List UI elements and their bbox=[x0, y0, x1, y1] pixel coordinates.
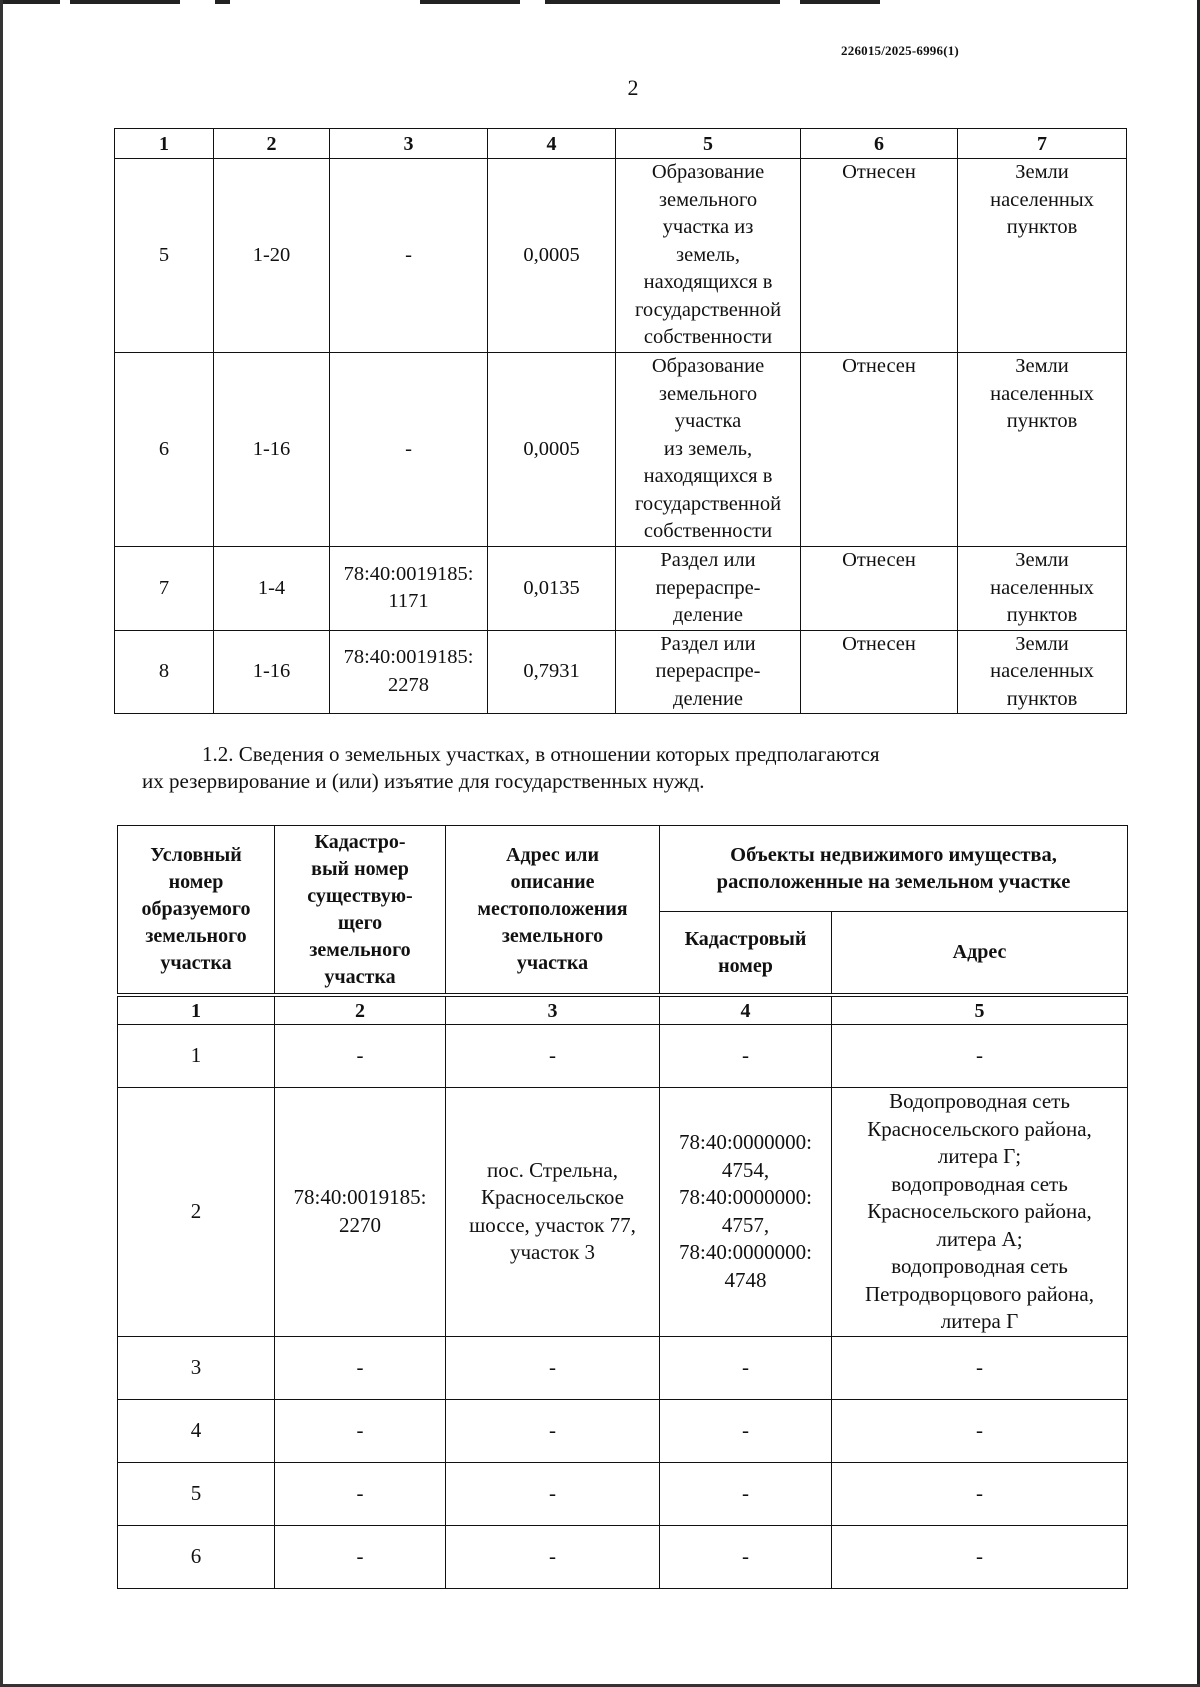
cell-cadastral: 78:40:0019185: 2270 bbox=[275, 1088, 446, 1337]
cell-points: 1-16 bbox=[214, 353, 330, 547]
table-row bbox=[115, 547, 1127, 631]
land-plots-table bbox=[114, 128, 1127, 714]
table-row bbox=[118, 1336, 1128, 1399]
column-header: 7 bbox=[958, 129, 1127, 159]
column-number: 5 bbox=[832, 997, 1128, 1025]
cell-cadastral: - bbox=[275, 1336, 446, 1399]
cell-status: Отнесен bbox=[801, 159, 958, 353]
paragraph-line-2: их резервирование и (или) изъятие для государственных нужд. bbox=[142, 769, 705, 793]
cell-method: Образование земельного участка из земель, находящихся в государственной собственности bbox=[616, 159, 801, 353]
cell-area: 0,7931 bbox=[488, 630, 616, 714]
cell-number: 6 bbox=[118, 1525, 275, 1588]
header-object-cadastral-number: Кадастровый номер bbox=[660, 912, 832, 994]
cell-object-cadastral: 78:40:0000000: 4754, 78:40:0000000: 4757, 78:40:0000000: 4748 bbox=[660, 1088, 832, 1337]
cell-object-cadastral: - bbox=[660, 1336, 832, 1399]
table-row bbox=[115, 159, 1127, 353]
column-header: 6 bbox=[801, 129, 958, 159]
cell-category: Земли населенных пунктов bbox=[958, 630, 1127, 714]
cell-object-address: - bbox=[832, 1399, 1128, 1462]
cell-cadastral: - bbox=[275, 1525, 446, 1588]
cell-object-cadastral: - bbox=[660, 1525, 832, 1588]
column-number: 2 bbox=[275, 997, 446, 1025]
cell-address: пос. Стрельна, Красносельское шоссе, участок 77, участок 3 bbox=[446, 1088, 660, 1337]
cell-area: 0,0135 bbox=[488, 547, 616, 631]
cell-address: - bbox=[446, 1025, 660, 1088]
header-cadastral-number: Кадастро- вый номер существую- щего земельного участка bbox=[275, 826, 446, 994]
cell-cadastral: - bbox=[330, 159, 488, 353]
cell-number: 5 bbox=[115, 159, 214, 353]
scan-edge-left bbox=[0, 0, 3, 1687]
table-header-row bbox=[118, 826, 1128, 912]
cell-cadastral: 78:40:0019185: 1171 bbox=[330, 547, 488, 631]
page-number: 2 bbox=[627, 75, 639, 100]
column-header: 2 bbox=[214, 129, 330, 159]
table-row bbox=[115, 353, 1127, 547]
cell-object-cadastral: - bbox=[660, 1025, 832, 1088]
header-real-estate-objects: Объекты недвижимого имущества, расположенные на земельном участке bbox=[660, 826, 1128, 912]
header-object-address: Адрес bbox=[832, 912, 1128, 994]
table-row bbox=[118, 1399, 1128, 1462]
table-row bbox=[118, 1525, 1128, 1588]
column-header: 1 bbox=[115, 129, 214, 159]
cell-object-cadastral: - bbox=[660, 1399, 832, 1462]
cell-cadastral: - bbox=[275, 1399, 446, 1462]
table-row bbox=[118, 1025, 1128, 1088]
cell-object-cadastral: - bbox=[660, 1462, 832, 1525]
cell-number: 7 bbox=[115, 547, 214, 631]
cell-category: Земли населенных пунктов bbox=[958, 353, 1127, 547]
section-paragraph-cont bbox=[142, 768, 1127, 795]
cell-number: 2 bbox=[118, 1088, 275, 1337]
cell-number: 3 bbox=[118, 1336, 275, 1399]
cell-address: - bbox=[446, 1399, 660, 1462]
table-row bbox=[118, 1088, 1128, 1337]
cell-number: 6 bbox=[115, 353, 214, 547]
cell-method: Раздел или перераспре- деление bbox=[616, 547, 801, 631]
cell-cadastral: - bbox=[275, 1025, 446, 1088]
cell-status: Отнесен bbox=[801, 630, 958, 714]
column-number: 4 bbox=[660, 997, 832, 1025]
paragraph-line-1: 1.2. Сведения о земельных участках, в отношении которых предполагаются bbox=[202, 742, 880, 766]
column-header: 4 bbox=[488, 129, 616, 159]
cell-cadastral: - bbox=[330, 353, 488, 547]
cell-cadastral: 78:40:0019185: 2278 bbox=[330, 630, 488, 714]
column-number: 1 bbox=[118, 997, 275, 1025]
cell-points: 1-20 bbox=[214, 159, 330, 353]
cell-number: 5 bbox=[118, 1462, 275, 1525]
cell-object-address: Водопроводная сеть Красносельского района, литера Г; водопроводная сеть Красносельского района, литера А; водопроводная сеть Петродворцового района, литера Г bbox=[832, 1088, 1128, 1337]
cell-cadastral: - bbox=[275, 1462, 446, 1525]
header-conditional-number: Условный номер образуемого земельного участка bbox=[118, 826, 275, 994]
cell-object-address: - bbox=[832, 1525, 1128, 1588]
cell-number: 4 bbox=[118, 1399, 275, 1462]
cell-object-address: - bbox=[832, 1336, 1128, 1399]
cell-method: Образование земельного участка из земель, находящихся в государственной собственности bbox=[616, 353, 801, 547]
cell-points: 1-16 bbox=[214, 630, 330, 714]
cell-area: 0,0005 bbox=[488, 159, 616, 353]
cell-method: Раздел или перераспре- деление bbox=[616, 630, 801, 714]
cell-object-address: - bbox=[832, 1462, 1128, 1525]
cell-status: Отнесен bbox=[801, 547, 958, 631]
cell-object-address: - bbox=[832, 1025, 1128, 1088]
cell-address: - bbox=[446, 1336, 660, 1399]
column-header: 5 bbox=[616, 129, 801, 159]
column-numbers-row bbox=[118, 997, 1128, 1025]
section-paragraph bbox=[142, 741, 1127, 768]
cell-number: 8 bbox=[115, 630, 214, 714]
table-header-row bbox=[115, 129, 1127, 159]
header-address: Адрес или описание местоположения земельного участка bbox=[446, 826, 660, 994]
table-row bbox=[118, 1462, 1128, 1525]
cell-points: 1-4 bbox=[214, 547, 330, 631]
cell-status: Отнесен bbox=[801, 353, 958, 547]
scan-edge-top bbox=[0, 0, 1200, 4]
reservation-table bbox=[117, 825, 1128, 1589]
cell-category: Земли населенных пунктов bbox=[958, 547, 1127, 631]
document-number: 226015/2025-6996(1) bbox=[841, 43, 959, 58]
column-number: 3 bbox=[446, 997, 660, 1025]
cell-area: 0,0005 bbox=[488, 353, 616, 547]
table-row bbox=[115, 630, 1127, 714]
cell-address: - bbox=[446, 1462, 660, 1525]
column-header: 3 bbox=[330, 129, 488, 159]
cell-category: Земли населенных пунктов bbox=[958, 159, 1127, 353]
cell-number: 1 bbox=[118, 1025, 275, 1088]
cell-address: - bbox=[446, 1525, 660, 1588]
